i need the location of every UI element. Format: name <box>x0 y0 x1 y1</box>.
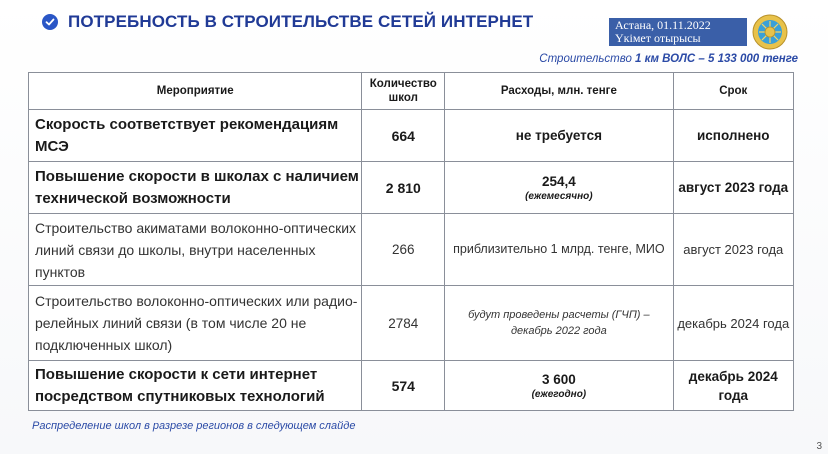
measure-cell: Скорость соответствует рекомендациям МСЭ <box>29 110 362 162</box>
measures-table <box>28 72 794 411</box>
cost-cell: будут проведены расчеты (ГЧП) – декабрь 2022 года <box>445 286 673 361</box>
term-cell: декабрь 2024 года <box>673 361 793 411</box>
measure-cell: Повышение скорости к сети интернет посредством спутниковых технологий <box>29 361 362 411</box>
check-circle-icon <box>42 14 58 30</box>
header-schools: Количество школ <box>362 73 445 110</box>
subtitle-prefix: Строительство <box>539 53 636 65</box>
term-cell: август 2023 года <box>673 162 793 214</box>
title-row <box>42 12 533 32</box>
cost-value: 254,4 <box>541 173 576 189</box>
badge-event: Үкімет отырысы <box>615 31 701 45</box>
page-title: ПОТРЕБНОСТЬ В СТРОИТЕЛЬСТВЕ СЕТЕЙ ИНТЕРНЕТ <box>68 12 534 31</box>
cost-cell <box>445 361 673 411</box>
table-row <box>29 361 794 411</box>
term-cell: декабрь 2024 года <box>673 286 793 361</box>
date-badge <box>609 18 747 46</box>
table-row <box>29 110 794 162</box>
badge-date: Астана, 01.11.2022 <box>615 18 711 32</box>
cost-cell: не требуется <box>445 110 673 162</box>
table-header-row <box>29 73 794 110</box>
table-row <box>29 214 794 286</box>
schools-cell: 664 <box>362 110 445 162</box>
term-cell: исполнено <box>673 110 793 162</box>
measure-cell: Строительство волоконно-оптических или радио-релейных линий связи (в том числе 20 не подключенных школ) <box>29 286 362 361</box>
cost-note: (ежемесячно) <box>525 190 593 202</box>
page-number: 3 <box>816 441 822 452</box>
measure-cell: Строительство акиматами волоконно-оптических линий связи до школы, внутри населенных пунктов <box>29 214 362 286</box>
table-row <box>29 286 794 361</box>
measure-cell: Повышение скорости в школах с наличием технической возможности <box>29 162 362 214</box>
kazakhstan-emblem-icon <box>752 14 788 50</box>
cost-cell <box>445 162 673 214</box>
subtitle-value: 1 км ВОЛС – 5 133 000 тенге <box>635 53 798 65</box>
schools-cell: 2784 <box>362 286 445 361</box>
schools-cell: 266 <box>362 214 445 286</box>
cost-cell: приблизительно 1 млрд. тенге, МИО <box>445 214 673 286</box>
header-term: Срок <box>673 73 793 110</box>
schools-cell: 2 810 <box>362 162 445 214</box>
cost-value: 3 600 <box>541 371 576 387</box>
table-row <box>29 162 794 214</box>
schools-cell: 574 <box>362 361 445 411</box>
header-measure: Мероприятие <box>29 73 362 110</box>
term-cell: август 2023 года <box>673 214 793 286</box>
header-cost: Расходы, млн. тенге <box>445 73 673 110</box>
cost-note: (ежегодно) <box>531 388 587 400</box>
footnote: Распределение школ в разрезе регионов в следующем слайде <box>32 420 356 432</box>
subtitle <box>539 53 798 65</box>
